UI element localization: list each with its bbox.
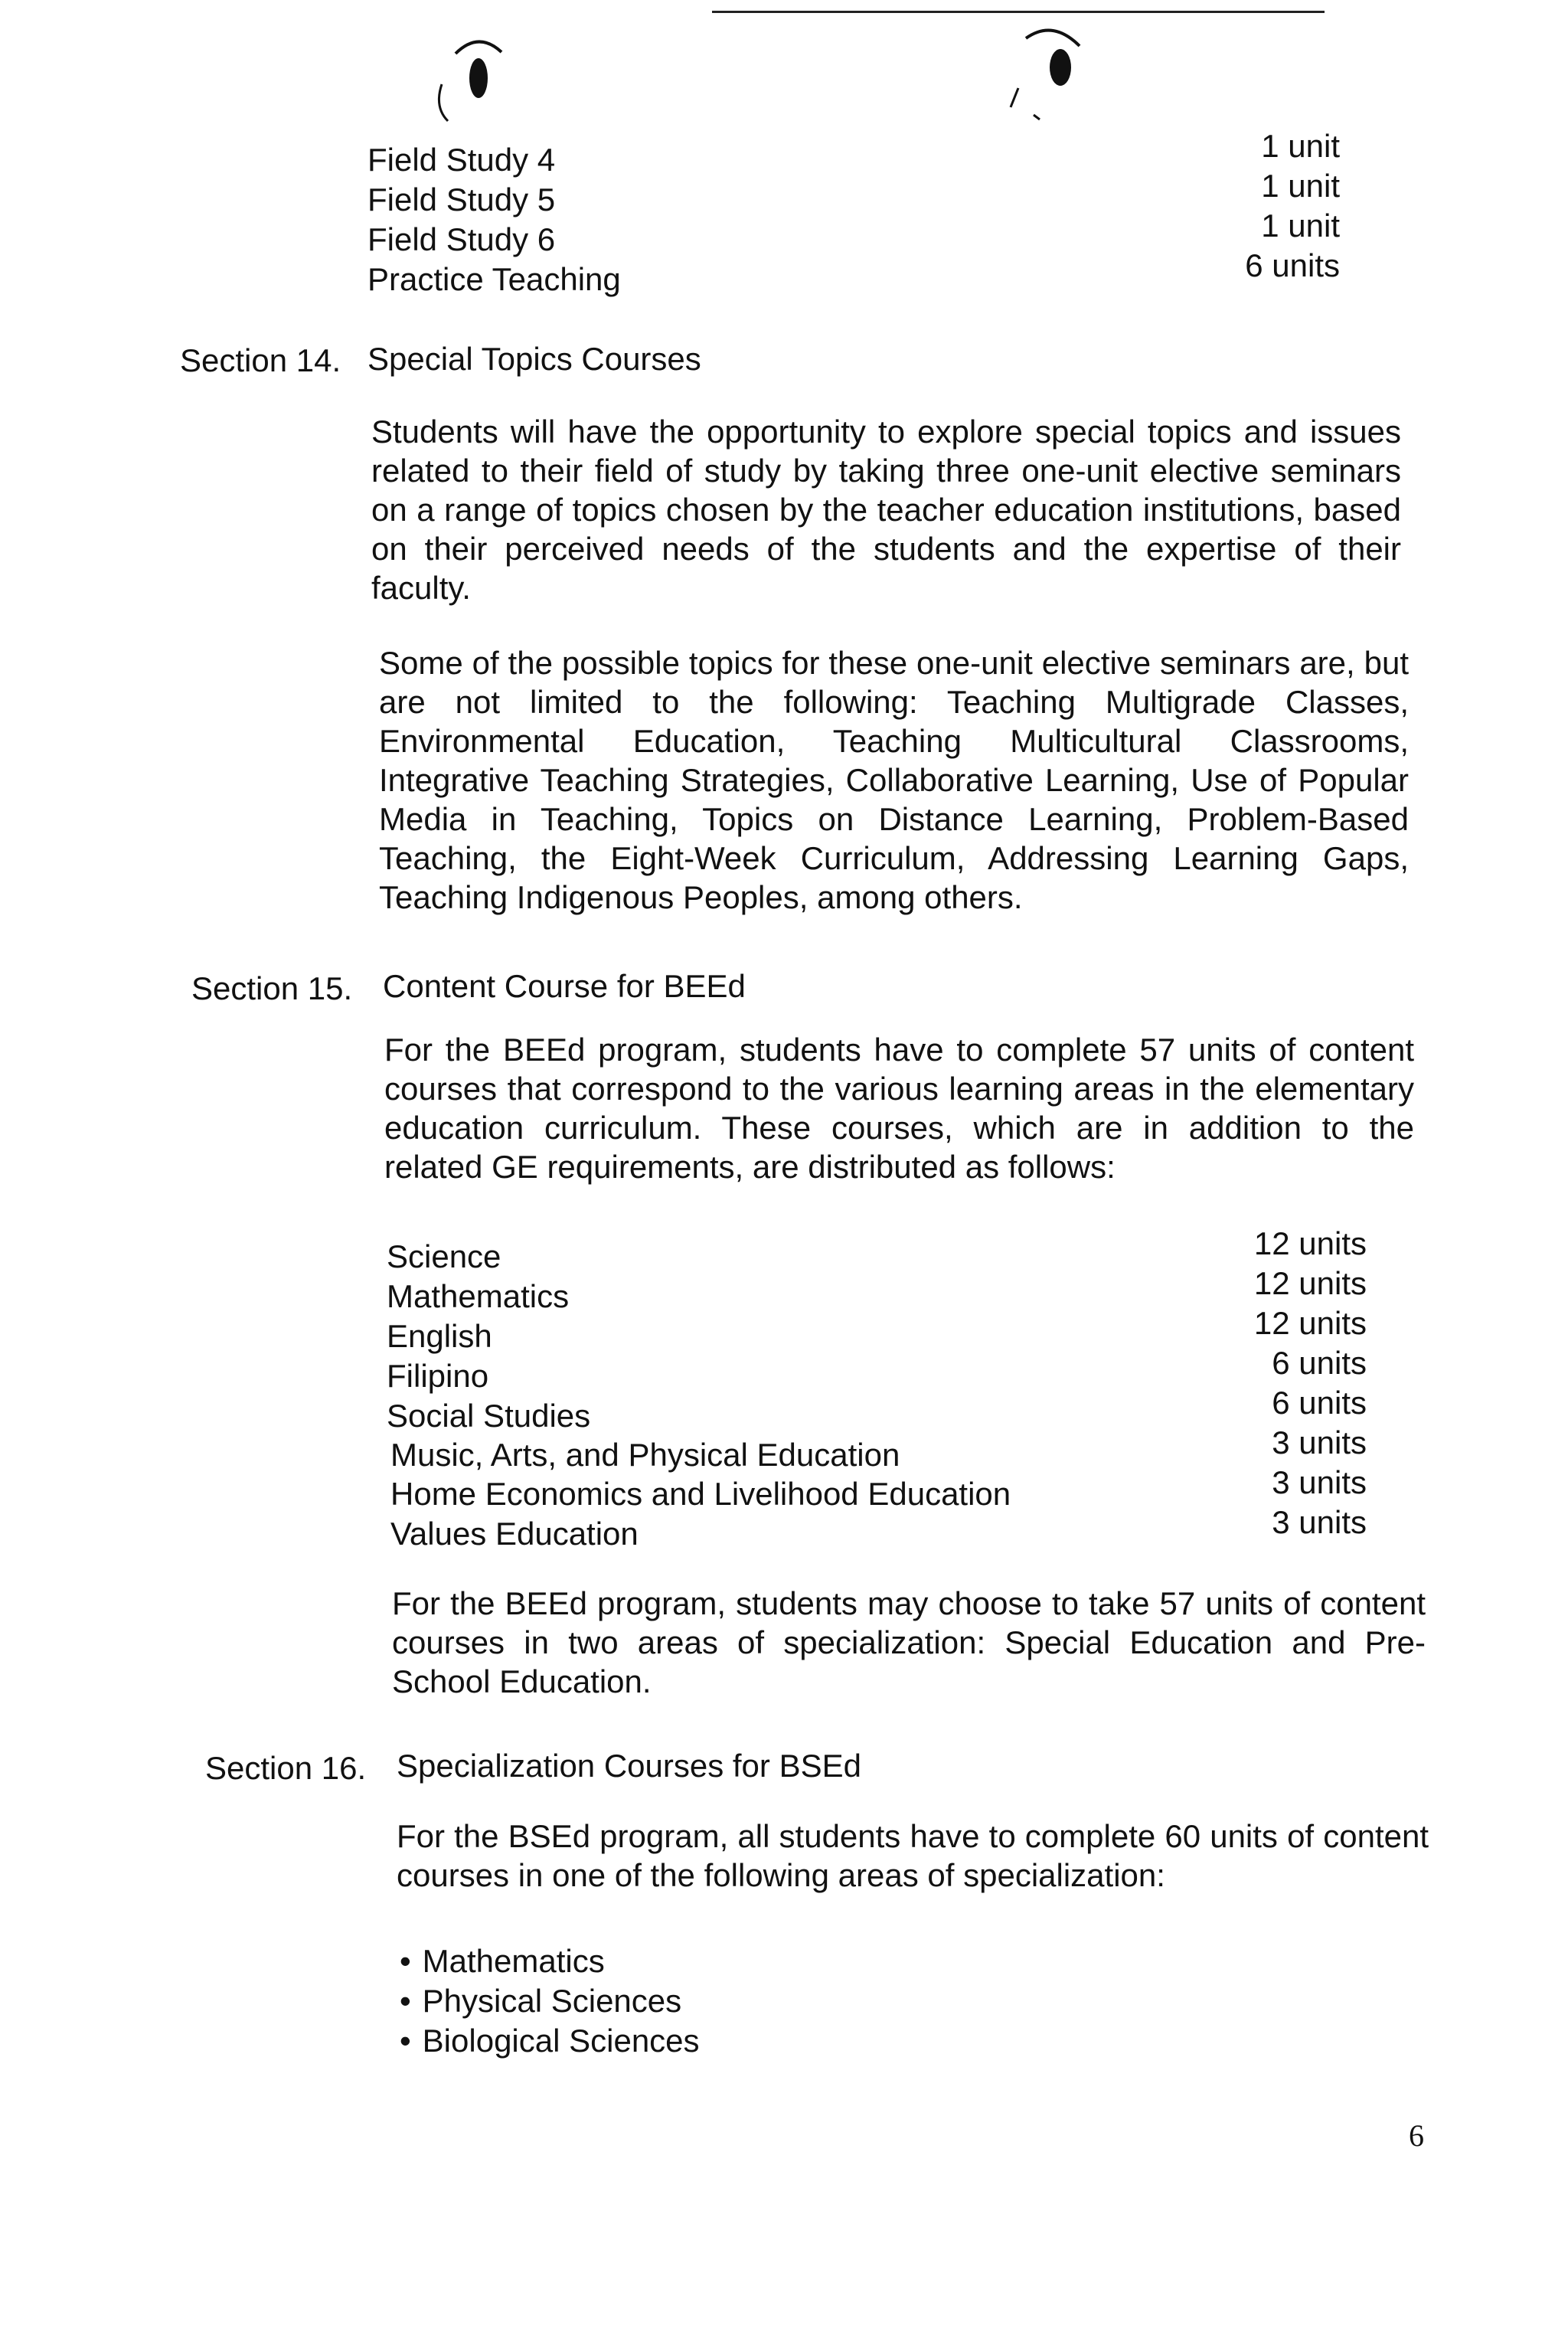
section-15-title: Content Course for BEEd	[383, 968, 746, 1004]
list-item-label: Physical Sciences	[422, 1983, 682, 2019]
subject-name: Science	[387, 1238, 501, 1274]
subject-name: Values Education	[390, 1516, 639, 1552]
subject-units: 3 units	[1272, 1424, 1367, 1460]
top-rule	[712, 11, 1325, 13]
subject-name: Home Economics and Livelihood Education	[390, 1476, 1011, 1512]
list-item	[400, 1941, 605, 1981]
bullet-icon: •	[400, 1943, 411, 1979]
section-16-paragraph-1: For the BSEd program, all students have to complete 60 units of content courses in one of the following areas of specialization:	[397, 1818, 1429, 1893]
section-15-paragraph-1: For the BEEd program, students have to complete 57 units of content courses that correspond to the various learning areas in the elementary education curriculum. These courses, which are in addition to the related GE requirements, are distributed as follows:	[384, 1032, 1414, 1185]
subject-units: 6 units	[1272, 1385, 1367, 1421]
section-15-paragraph-2: For the BEEd program, students may choose to take 57 units of content courses in two areas of specialization: Special Education and Pre-School Education.	[392, 1585, 1426, 1699]
section-16-title: Specialization Courses for BSEd	[397, 1748, 861, 1784]
section-14-label: Section 14.	[180, 342, 341, 378]
section-14-paragraph-1: Students will have the opportunity to explore special topics and issues related to their field of study by taking three one-unit elective seminars on a range of topics chosen by the teacher education institutions, based on their perceived needs of the students and the expertise of their faculty.	[371, 414, 1401, 606]
subject-name: Filipino	[387, 1358, 489, 1394]
list-item-name: Field Study 5	[368, 182, 556, 218]
bullet-icon: •	[400, 1983, 411, 2019]
list-item-units: 6 units	[1245, 247, 1340, 283]
list-item-name: Practice Teaching	[368, 261, 621, 297]
bullet-icon: •	[400, 2023, 411, 2059]
page-number: 6	[1409, 2118, 1424, 2153]
list-item-name: Field Study 6	[368, 221, 556, 257]
section-14-title: Special Topics Courses	[368, 341, 701, 377]
subject-units: 6 units	[1272, 1345, 1367, 1381]
subject-name: Mathematics	[387, 1278, 570, 1314]
subject-name: Music, Arts, and Physical Education	[390, 1437, 900, 1473]
list-item-units: 1 unit	[1261, 208, 1340, 244]
binder-hole-left	[425, 31, 509, 130]
list-item-label: Biological Sciences	[422, 2023, 700, 2059]
subject-name: English	[387, 1318, 492, 1354]
list-item-name: Field Study 4	[368, 142, 556, 178]
section-16-label: Section 16.	[205, 1750, 367, 1786]
subject-units: 12 units	[1253, 1225, 1367, 1261]
binder-hole-right	[995, 23, 1087, 130]
list-item-units: 1 unit	[1261, 168, 1340, 204]
section-15-label: Section 15.	[191, 970, 353, 1006]
list-item-label: Mathematics	[422, 1943, 605, 1979]
list-item	[400, 2021, 700, 2061]
subject-name: Social Studies	[387, 1398, 591, 1434]
subject-units: 3 units	[1272, 1464, 1367, 1500]
section-14-paragraph-2: Some of the possible topics for these one-unit elective seminars are, but are not limited to the following: Teaching Multigrade Classes, Environmental Education, Teaching Multicultural Classrooms, Integrative Teaching Strategies, Collaborative Learning, Use of Popular Media in Teaching, Topics on Distance Learning, Problem-Based Teaching, the Eight-Week Curriculum, Addressing Learning Gaps, Teaching Indigenous Peoples, among others.	[379, 645, 1409, 915]
subject-units: 3 units	[1272, 1504, 1367, 1540]
subject-units: 12 units	[1253, 1265, 1367, 1301]
list-item	[400, 1981, 681, 2021]
list-item-units: 1 unit	[1261, 128, 1340, 164]
subject-units: 12 units	[1253, 1305, 1367, 1341]
